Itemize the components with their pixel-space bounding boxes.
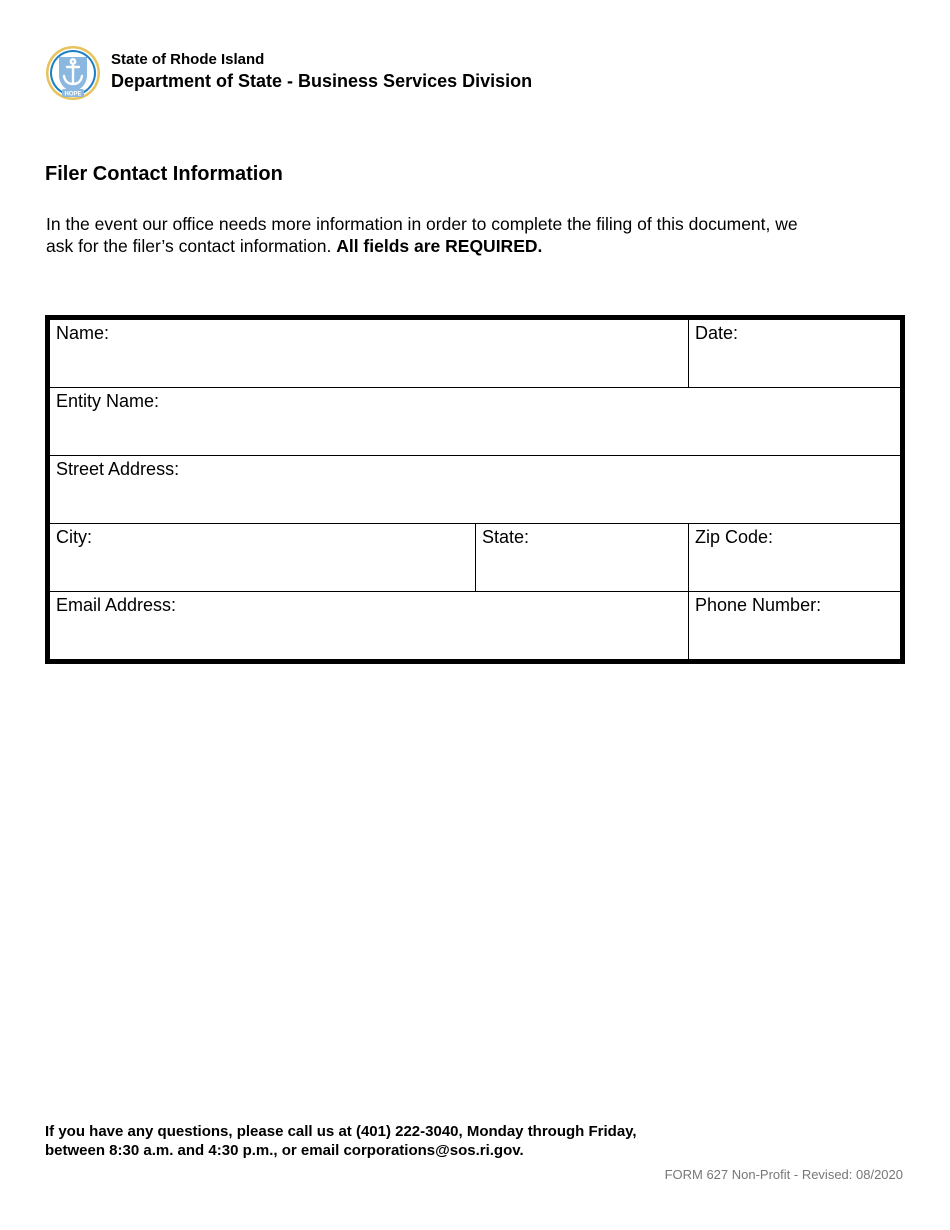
state-label: State: <box>482 527 530 547</box>
form-row-entity <box>50 388 900 456</box>
department-name: Department of State - Business Services Division <box>111 71 533 91</box>
contact-line-1: If you have any questions, please call us at (401) 222-3040, Monday through Friday, <box>45 1123 637 1140</box>
entity-name-label: Entity Name: <box>56 391 160 411</box>
date-field[interactable] <box>688 320 900 387</box>
form-row-email <box>50 592 900 659</box>
form-revision-id: FORM 627 Non-Profit - Revised: 08/2020 <box>664 1167 903 1182</box>
date-label: Date: <box>695 323 739 343</box>
intro-text: In the event our office needs more information in order to complete the filing of this document, we ask for the filer’s contact information. <box>46 214 798 256</box>
svg-text:HOPE: HOPE <box>64 91 82 98</box>
form-row-street <box>50 456 900 524</box>
zip-code-label: Zip Code: <box>695 527 774 547</box>
email-address-field[interactable] <box>50 592 688 659</box>
street-address-label: Street Address: <box>56 459 180 479</box>
form-row-name <box>50 320 900 388</box>
state-field[interactable] <box>475 524 688 591</box>
phone-number-label: Phone Number: <box>695 595 822 615</box>
intro-paragraph <box>46 213 806 257</box>
street-address-field[interactable] <box>50 456 900 523</box>
name-field[interactable] <box>50 320 688 387</box>
contact-note <box>45 1122 637 1160</box>
city-label: City: <box>56 527 92 547</box>
form-row-city <box>50 524 900 592</box>
name-label: Name: <box>56 323 110 343</box>
required-notice: All fields are REQUIRED. <box>336 236 543 256</box>
zip-code-field[interactable] <box>688 524 900 591</box>
phone-number-field[interactable] <box>688 592 900 659</box>
state-name: State of Rhode Island <box>111 51 265 68</box>
contact-form-table <box>45 315 905 664</box>
contact-line-2: between 8:30 a.m. and 4:30 p.m., or email corporations@sos.ri.gov. <box>45 1142 524 1159</box>
city-field[interactable] <box>50 524 475 591</box>
entity-name-field[interactable] <box>50 388 900 455</box>
page-title: Filer Contact Information <box>45 163 283 185</box>
email-address-label: Email Address: <box>56 595 177 615</box>
state-seal-icon <box>45 45 101 101</box>
